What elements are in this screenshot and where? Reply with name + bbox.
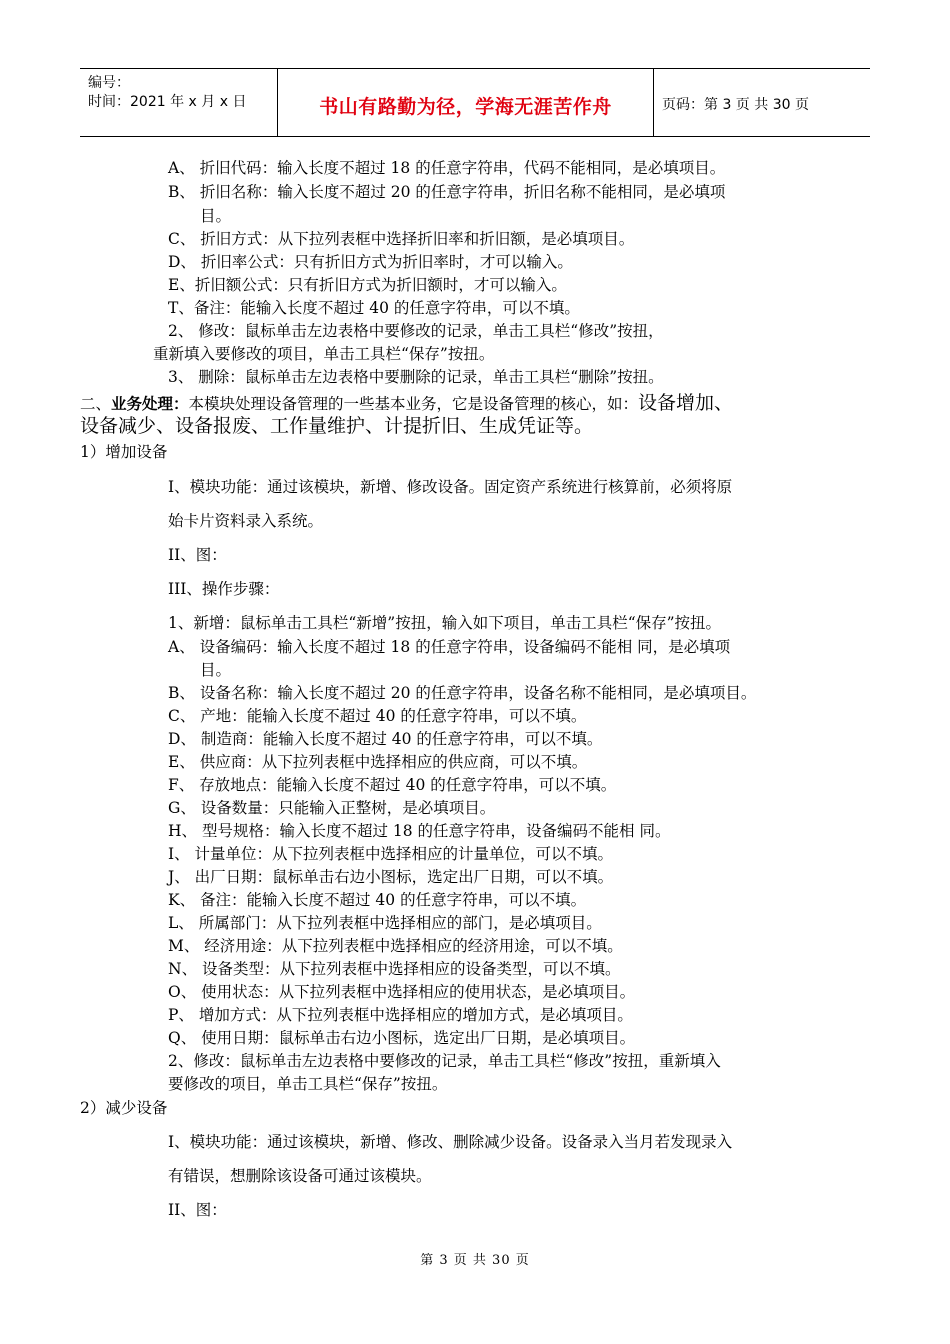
body-line: 3、 删除：鼠标单击左边表格中要删除的记录，单击工具栏“删除”按扭。 [168, 368, 664, 386]
header-info-cell [80, 69, 278, 136]
body-line: B、 折旧名称：输入长度不超过 20 的任意字符串，折旧名称不能相同，是必填项 [168, 183, 726, 201]
body-line: 2、 修改：鼠标单击左边表格中要修改的记录，单击工具栏“修改”按扭， [168, 322, 664, 340]
body-line: T、备注：能输入长度不超过 40 的任意字符串，可以不填。 [168, 299, 580, 317]
body-line: H、 型号规格：输入长度不超过 18 的任意字符串，设备编码不能相 同。 [168, 822, 671, 840]
doc-time-label: 时间：2021 年 x 月 x 日 [88, 94, 247, 110]
body-line: III、操作步骤： [168, 580, 280, 598]
body-line: E、 供应商：从下拉列表框中选择相应的供应商，可以不填。 [168, 753, 588, 771]
section-title: 业务处理： [111, 394, 189, 413]
section-intro: 本模块处理设备管理的一些基本业务，它是设备管理的核心，如： [188, 395, 639, 413]
subsection-heading: 1）增加设备 [80, 443, 168, 461]
header-motto-cell [278, 69, 654, 136]
body-line: J、 出厂日期：鼠标单击右边小图标，选定出厂日期，可以不填。 [168, 868, 614, 886]
body-line: I、模块功能：通过该模块，新增、修改设备。固定资产系统进行核算前，必须将原 [168, 478, 733, 496]
body-line: II、图： [168, 546, 227, 564]
doc-number-label: 编号： [88, 75, 130, 91]
body-line: L、 所属部门：从下拉列表框中选择相应的部门，是必填项目。 [168, 914, 602, 932]
section-intro-emphasis: 设备增加、 [638, 392, 734, 414]
body-line: C、 折旧方式：从下拉列表框中选择折旧率和折旧额，是必填项目。 [168, 230, 635, 248]
body-line: 始卡片资料录入系统。 [168, 512, 324, 530]
body-line: I、模块功能：通过该模块，新增、修改、删除减少设备。设备录入当月若发现录入 [168, 1133, 733, 1151]
body-line: I、 计量单位：从下拉列表框中选择相应的计量单位，可以不填。 [168, 845, 614, 863]
body-line: 重新填入要修改的项目，单击工具栏“保存”按扭。 [153, 345, 495, 363]
body-line: G、 设备数量：只能输入正整树，是必填项目。 [168, 799, 496, 817]
header-page-number: 页码：第 3 页 共 30 页 [662, 97, 809, 113]
section-intro-continued: 设备减少、设备报废、工作量维护、计提折旧、生成凭证等。 [80, 415, 594, 437]
body-line: F、 存放地点：能输入长度不超过 40 的任意字符串，可以不填。 [168, 776, 617, 794]
body-line: M、 经济用途：从下拉列表框中选择相应的经济用途，可以不填。 [168, 937, 623, 955]
body-line: A、 折旧代码：输入长度不超过 18 的任意字符串，代码不能相同，是必填项目。 [168, 159, 726, 177]
body-line: 有错误，想删除该设备可通过该模块。 [168, 1167, 432, 1185]
body-line: 2、修改：鼠标单击左边表格中要修改的记录，单击工具栏“修改”按扭，重新填入 [168, 1052, 721, 1070]
body-line: D、 折旧率公式：只有折旧方式为折旧率时，才可以输入。 [168, 253, 573, 271]
header-page-cell [654, 69, 870, 136]
body-line: 目。 [200, 207, 232, 225]
body-line: 要修改的项目，单击工具栏“保存”按扭。 [168, 1075, 448, 1093]
page-footer: 第 3 页 共 30 页 [420, 1253, 530, 1268]
body-line: D、 制造商：能输入长度不超过 40 的任意字符串，可以不填。 [168, 730, 603, 748]
body-line: E、折旧额公式：只有折旧方式为折旧额时，才可以输入。 [168, 276, 567, 294]
body-line: II、图： [168, 1201, 227, 1219]
body-line: 目。 [200, 661, 232, 679]
header-motto: 书山有路勤为径，学海无涯苦作舟 [319, 96, 612, 118]
body-line: K、 备注：能输入长度不超过 40 的任意字符串，可以不填。 [168, 891, 587, 909]
subsection-heading: 2）减少设备 [80, 1099, 168, 1117]
body-line: P、 增加方式：从下拉列表框中选择相应的增加方式，是必填项目。 [168, 1006, 633, 1024]
page-header [80, 68, 870, 137]
body-line: A、 设备编码：输入长度不超过 18 的任意字符串，设备编码不能相 同，是必填项 [168, 638, 731, 656]
section-number: 二、 [80, 395, 112, 413]
body-line: 1、新增：鼠标单击工具栏“新增”按扭，输入如下项目，单击工具栏“保存”按扭。 [168, 614, 722, 632]
body-line: Q、 使用日期：鼠标单击右边小图标，选定出厂日期，是必填项目。 [168, 1029, 636, 1047]
section-heading-business [80, 393, 733, 414]
body-line: C、 产地：能输入长度不超过 40 的任意字符串，可以不填。 [168, 707, 587, 725]
body-line: O、 使用状态：从下拉列表框中选择相应的使用状态，是必填项目。 [168, 983, 636, 1001]
body-line: N、 设备类型：从下拉列表框中选择相应的设备类型，可以不填。 [168, 960, 621, 978]
body-line: B、 设备名称：输入长度不超过 20 的任意字符串，设备名称不能相同，是必填项目。 [168, 684, 757, 702]
